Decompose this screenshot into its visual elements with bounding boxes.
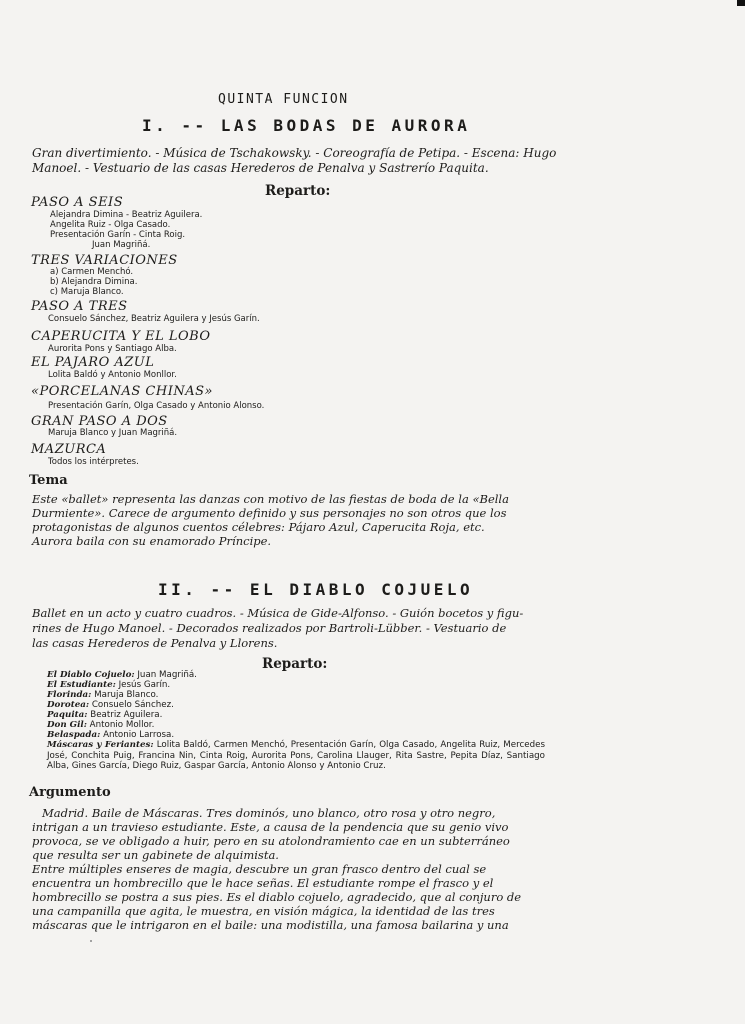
cast-row <box>47 670 197 681</box>
cast-performer: Consuelo Sánchez. <box>91 700 174 710</box>
gran-paso-title: GRAN PASO A DOS <box>31 414 168 429</box>
act1-intro-line-1: Gran divertimiento. - Música de Tschakowsky. - Coreografía de Petipa. - Escena: Hugo <box>32 146 557 160</box>
act2-intro-line: Ballet en un acto y cuatro cuadros. - Música de Gide-Alfonso. - Guión bocetos y figu- <box>32 606 524 620</box>
mascaras-paragraph <box>47 740 545 772</box>
argumento-line: una campanilla que agita, le muestra, en visión mágica, la identidad de las tres <box>32 904 495 918</box>
cast-row <box>47 710 162 721</box>
pajaro-azul-title: EL PAJARO AZUL <box>31 355 155 370</box>
cast-performer: Beatriz Aguilera. <box>90 710 163 720</box>
tema-line: protagonistas de algunos cuentos célebres: Pájaro Azul, Caperucita Roja, etc. <box>32 520 485 534</box>
function-title: QUINTA FUNCION <box>218 92 349 107</box>
argumento-line: encuentra un hombrecillo que le hace señas. El estudiante rompe el frasco y el <box>32 876 494 890</box>
paso-a-seis-line: Angelita Ruiz - Olga Casado. <box>50 220 171 230</box>
act2-reparto-heading: Reparto: <box>262 656 328 672</box>
gran-paso-line: Maruja Blanco y Juan Magriñá. <box>48 428 178 438</box>
cast-performer: Antonio Larrosa. <box>103 730 175 740</box>
act1-title: I. -- LAS BODAS DE AURORA <box>142 116 471 135</box>
paso-a-seis-line: Presentación Garín - Cinta Roig. <box>50 230 186 240</box>
paso-a-seis-title: PASO A SEIS <box>31 195 124 210</box>
cast-performer: Antonio Mollor. <box>89 720 155 730</box>
act1-reparto-heading: Reparto: <box>265 183 331 199</box>
scan-corner-mark <box>737 0 745 6</box>
tema-line: Aurora baila con su enamorado Príncipe. <box>32 534 272 548</box>
mazurca-title: MAZURCA <box>31 442 107 457</box>
cast-role: El Diablo Cojuelo: <box>47 670 135 680</box>
cast-role: Don Gil: <box>47 720 87 730</box>
cast-role: Paquita: <box>47 710 88 720</box>
act1-intro-line-2: Manoel. - Vestuario de las casas Herederos de Penalva y Sastrerío Paquita. <box>32 161 489 175</box>
argumento-line: hombrecillo se postra a sus pies. Es el diablo cojuelo, agradecido, que al conjuro de <box>32 890 522 904</box>
cast-role: Máscaras y Feriantes: <box>47 740 154 750</box>
argumento-line: Madrid. Baile de Máscaras. Tres dominós, uno blanco, otro rosa y otro negro, <box>42 806 496 820</box>
argumento-line: que resulta ser un gabinete de alquimista. <box>32 848 279 862</box>
act2-intro-line: rines de Hugo Manoel. - Decorados realizados por Bartroli-Lübber. - Vestuario de <box>32 621 507 635</box>
tres-variaciones-line: b) Alejandra Dimina. <box>50 277 138 287</box>
cast-performer: Maruja Blanco. <box>94 690 159 700</box>
argumento-line: Entre múltiples enseres de magia, descubre un gran frasco dentro del cual se <box>32 862 487 876</box>
tema-line: Durmiente». Carece de argumento definido y sus personajes no son otros que los <box>32 506 507 520</box>
cast-row <box>47 680 170 691</box>
cast-role: Florinda: <box>47 690 92 700</box>
mazurca-line: Todos los intérpretes. <box>48 457 139 467</box>
tres-variaciones-line: c) Maruja Blanco. <box>50 287 124 297</box>
caperucita-line: Aurorita Pons y Santiago Alba. <box>48 344 177 354</box>
cast-performer: Juan Magriñá. <box>137 670 197 680</box>
argumento-line: provoca, se ve obligado a huir, pero en su atolondramiento cae en un subterráneo <box>32 834 510 848</box>
act2-intro-line: las casas Herederos de Penalva y Llorens. <box>32 636 278 650</box>
tres-variaciones-line: a) Carmen Menchó. <box>50 267 134 277</box>
cast-role: Belaspada: <box>47 730 101 740</box>
cast-row <box>47 730 174 741</box>
cast-role: El Estudiante: <box>47 680 116 690</box>
paso-a-seis-line: Alejandra Dimina - Beatriz Aguilera. <box>50 210 203 220</box>
paso-a-tres-title: PASO A TRES <box>31 299 128 314</box>
paso-a-seis-line: Juan Magriñá. <box>92 240 151 250</box>
porcelanas-title: «PORCELANAS CHINAS» <box>31 384 213 399</box>
argumento-line: intrigan a un travieso estudiante. Este, a causa de la pendencia que su genio vivo <box>32 820 509 834</box>
cast-row <box>47 690 158 701</box>
argumento-heading: Argumento <box>29 785 111 800</box>
cast-role: Dorotea: <box>47 700 90 710</box>
paper-speck <box>90 940 92 942</box>
tres-variaciones-title: TRES VARIACIONES <box>31 253 178 268</box>
tema-heading: Tema <box>29 473 68 488</box>
tema-line: Este «ballet» representa las danzas con motivo de las fiestas de boda de la «Bella <box>32 492 509 506</box>
cast-performer: Jesús Garín. <box>118 680 171 690</box>
cast-row <box>47 720 154 731</box>
argumento-line: máscaras que le intrigaron en el baile: una modistilla, una famosa bailarina y una <box>32 918 509 932</box>
caperucita-title: CAPERUCITA Y EL LOBO <box>31 329 211 344</box>
cast-row <box>47 700 174 711</box>
porcelanas-line: Presentación Garín, Olga Casado y Antonio Alonso. <box>48 401 265 411</box>
paso-a-tres-line: Consuelo Sánchez, Beatriz Aguilera y Jesús Garín. <box>48 314 260 324</box>
pajaro-azul-line: Lolita Baldó y Antonio Monllor. <box>48 370 177 380</box>
cast-performers: Lolita Baldó, Carmen Menchó, Presentación Garín, Olga Casado, Angelita Ruiz, Mercedes José, Conchita Puig, Francina Nin, Cinta Roig, Aurorita Pons, Carolina Llauger, Rita Sastre, Pepita Díaz, Santiago Alba, Gines García, Diego Ruiz, Gaspar García, Antonio Alonso y Antonio Cruz. <box>47 740 546 772</box>
act2-title: II. -- EL DIABLO COJUELO <box>158 580 474 599</box>
